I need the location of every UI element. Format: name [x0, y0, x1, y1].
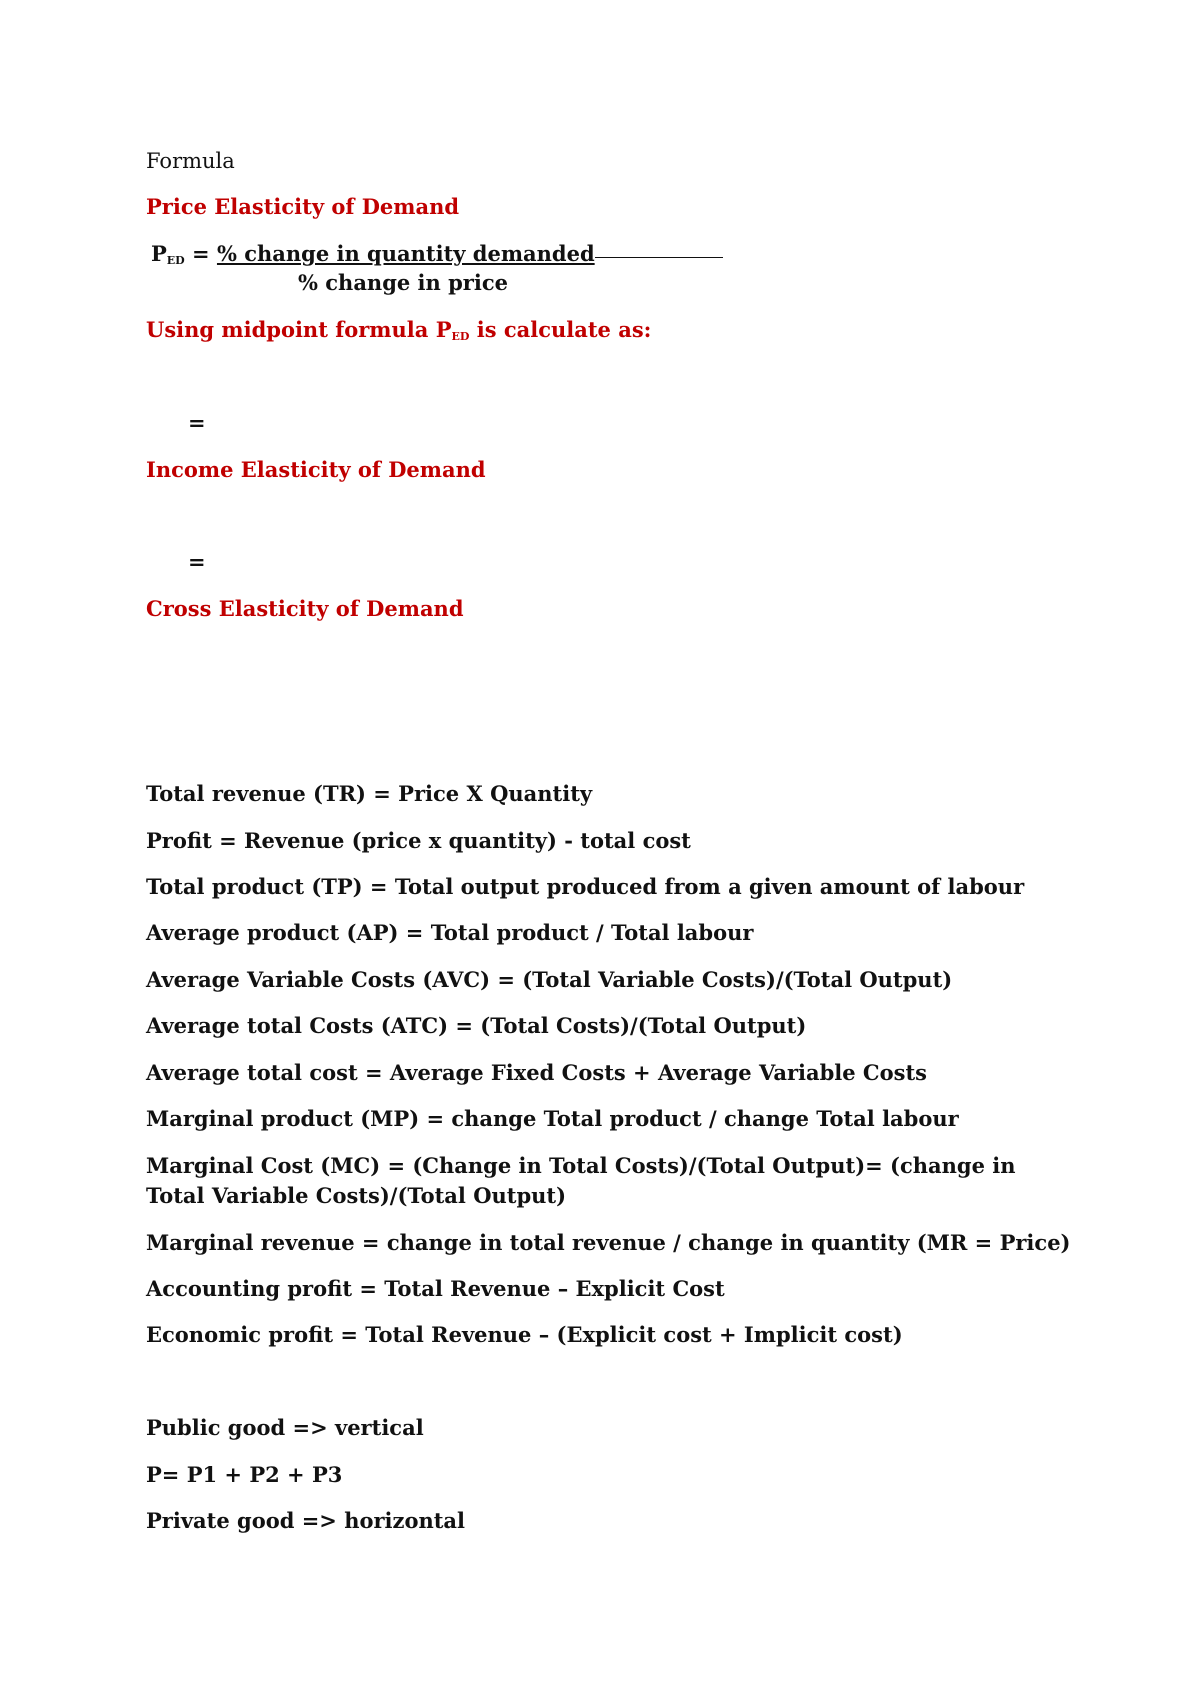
formula-economic-profit: Economic profit = Total Revenue – (Explicit cost + Implicit cost) — [146, 1322, 903, 1347]
midpoint-subscript: ED — [451, 330, 470, 343]
formula-marginal-cost: Marginal Cost (MC) = (Change in Total Costs)/(Total Output)= (change in Total Variable Costs)/(Total Output) — [146, 1153, 1016, 1208]
midpoint-prefix: Using midpoint formula P — [146, 317, 452, 342]
equals-sign-1: = — [188, 410, 206, 435]
income-elasticity-heading: Income Elasticity of Demand — [146, 457, 486, 482]
equals-sign-2: = — [188, 549, 206, 574]
fraction-bar — [595, 256, 723, 258]
ped-equals: = — [184, 241, 217, 266]
price-sum-line: P= P1 + P2 + P3 — [146, 1462, 343, 1487]
formula-total-product: Total product (TP) = Total output produced from a given amount of labour — [146, 874, 1025, 899]
midpoint-suffix: is calculate as: — [469, 317, 652, 342]
formula-marginal-revenue: Marginal revenue = change in total revenue / change in quantity (MR = Price) — [146, 1230, 1071, 1255]
formula-accounting-profit: Accounting profit = Total Revenue – Explicit Cost — [146, 1276, 725, 1301]
ped-symbol: P — [151, 241, 167, 266]
formula-marginal-product: Marginal product (MP) = change Total product / change Total labour — [146, 1106, 959, 1131]
formula-profit: Profit = Revenue (price x quantity) - total cost — [146, 828, 691, 853]
formula-average-total-cost: Average total cost = Average Fixed Costs + Average Variable Costs — [146, 1060, 927, 1085]
formula-avc: Average Variable Costs (AVC) = (Total Variable Costs)/(Total Output) — [146, 967, 953, 992]
formula-total-revenue: Total revenue (TR) = Price X Quantity — [146, 781, 593, 806]
public-good-line: Public good => vertical — [146, 1415, 424, 1440]
ped-denominator: % change in price — [298, 270, 508, 295]
formula-heading: Formula — [146, 149, 235, 173]
price-elasticity-heading: Price Elasticity of Demand — [146, 194, 460, 219]
formula-average-product: Average product (AP) = Total product / Total labour — [146, 920, 754, 945]
formula-atc: Average total Costs (ATC) = (Total Costs)/(Total Output) — [146, 1013, 807, 1038]
ped-numerator: % change in quantity demanded — [216, 241, 595, 266]
midpoint-heading — [146, 315, 651, 352]
cross-elasticity-heading: Cross Elasticity of Demand — [146, 596, 464, 621]
private-good-line: Private good => horizontal — [146, 1508, 466, 1533]
ped-subscript: ED — [166, 254, 185, 267]
